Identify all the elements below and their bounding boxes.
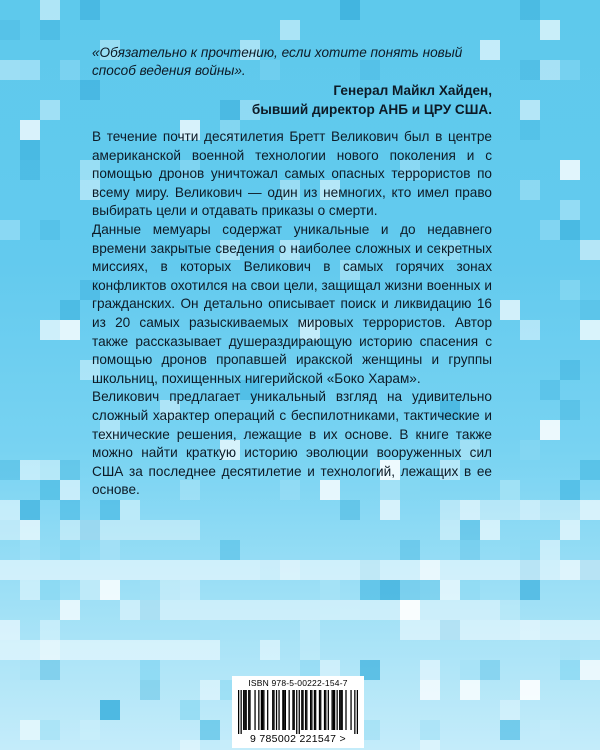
barcode-bar: [306, 690, 307, 730]
book-description: [92, 128, 492, 500]
barcode-bar: [246, 690, 247, 730]
barcode-bar: [262, 690, 263, 730]
pixel-block: [580, 240, 600, 260]
pixel-block: [540, 220, 560, 240]
description-paragraph-3: Великович предлагает уникальный взгляд на удивительно сложный характер операций с беспилотниками, тактические и технические решения, лежащие в их основе. В книге также можно найти краткую историю эволюции вооруженных сил США за последнее десятилетие и технологий, лежащих в ее основе.: [92, 389, 492, 498]
pixel-block: [40, 620, 60, 640]
pixel-block: [0, 220, 20, 240]
barcode-bar: [289, 690, 290, 730]
pixel-block: [560, 520, 580, 540]
pixel-block: [460, 580, 480, 600]
pixel-block: [40, 720, 60, 740]
barcode-bar: [324, 690, 325, 730]
pixel-block: [200, 720, 220, 740]
pixel-block: [20, 720, 40, 740]
pixel-block: [520, 60, 540, 80]
pixel-block: [180, 580, 200, 600]
pixel-block: [0, 500, 20, 520]
pixel-block: [60, 500, 80, 520]
pixel-block: [420, 740, 440, 750]
pixel-block: [180, 700, 200, 720]
pixel-block: [20, 140, 40, 160]
barcode-bar: [278, 690, 279, 730]
barcode-bar: [302, 690, 303, 730]
barcode-bar: [294, 690, 295, 730]
pixel-block: [460, 680, 480, 700]
barcode-bar: [315, 690, 316, 730]
barcode-icon: [238, 690, 358, 734]
barcode-digits: 9 785002 221547 >: [250, 733, 346, 745]
pixel-block: [280, 20, 300, 40]
pixel-block: [460, 540, 480, 560]
barcode-bar: [299, 690, 300, 734]
pixel-block: [580, 320, 600, 340]
pixel-block: [20, 160, 40, 180]
pixel-block: [100, 500, 120, 520]
pixel-band: [440, 500, 600, 520]
pixel-band: [400, 620, 600, 640]
barcode-bar: [305, 690, 306, 730]
barcode-bar: [248, 690, 249, 730]
pixel-block: [540, 720, 560, 740]
pixel-block: [40, 660, 60, 680]
pixel-block: [0, 20, 20, 40]
barcode-bar: [333, 690, 334, 730]
pixel-block: [420, 580, 440, 600]
pixel-block: [300, 640, 320, 660]
pixel-block: [580, 660, 600, 680]
pixel-block: [560, 160, 580, 180]
pixel-block: [180, 740, 200, 750]
barcode-bar: [243, 690, 244, 730]
pixel-block: [440, 580, 460, 600]
barcode-bar: [320, 690, 321, 730]
pixel-block: [60, 300, 80, 320]
pixel-block: [20, 500, 40, 520]
pixel-block: [20, 580, 40, 600]
blurb-quote: [92, 44, 492, 119]
pixel-block: [60, 600, 80, 620]
pixel-block: [520, 580, 540, 600]
barcode-bar: [325, 690, 326, 730]
pixel-block: [0, 460, 20, 480]
barcode-bar: [258, 690, 259, 730]
pixel-block: [0, 60, 20, 80]
pixel-block: [380, 500, 400, 520]
pixel-block: [200, 680, 220, 700]
quote-author-name: Генерал Майкл Хайден,: [333, 83, 492, 98]
barcode-bar: [282, 690, 283, 730]
pixel-block: [340, 500, 360, 520]
barcode-bar: [296, 690, 297, 734]
barcode-bar: [339, 690, 340, 730]
pixel-block: [520, 320, 540, 340]
barcode-bar: [354, 690, 355, 734]
pixel-block: [460, 520, 480, 540]
barcode-bar: [244, 690, 245, 730]
pixel-block: [80, 720, 100, 740]
pixel-block: [500, 700, 520, 720]
barcode-bar: [241, 690, 242, 734]
pixel-block: [540, 60, 560, 80]
pixel-block: [200, 620, 220, 640]
barcode-bar: [276, 690, 277, 730]
pixel-band: [60, 520, 200, 540]
pixel-block: [560, 480, 580, 500]
pixel-block: [560, 640, 580, 660]
pixel-block: [20, 120, 40, 140]
quote-author-title: бывший директор АНБ и ЦРУ США.: [251, 101, 492, 117]
pixel-block: [120, 500, 140, 520]
pixel-block: [540, 380, 560, 400]
barcode-bar: [328, 690, 329, 730]
pixel-block: [40, 100, 60, 120]
pixel-block: [100, 580, 120, 600]
pixel-block: [420, 720, 440, 740]
pixel-block: [400, 580, 420, 600]
barcode-bar: [331, 690, 332, 730]
pixel-block: [500, 480, 520, 500]
pixel-block: [540, 20, 560, 40]
pixel-block: [220, 540, 240, 560]
quote-text: «Обязательно к прочтению, если хотите понять новый способ ведения войны».: [92, 45, 463, 78]
pixel-block: [500, 600, 520, 620]
pixel-block: [560, 400, 580, 420]
pixel-band: [0, 560, 600, 580]
pixel-block: [520, 100, 540, 120]
pixel-block: [360, 580, 380, 600]
pixel-block: [560, 280, 580, 300]
pixel-block: [40, 220, 60, 240]
pixel-block: [140, 660, 160, 680]
pixel-block: [540, 540, 560, 560]
pixel-block: [460, 660, 480, 680]
barcode-bar: [263, 690, 264, 730]
pixel-block: [380, 580, 400, 600]
barcode-bar: [272, 690, 273, 730]
pixel-block: [40, 320, 60, 340]
barcode-bar: [337, 690, 338, 730]
pixel-block: [480, 660, 500, 680]
pixel-block: [520, 440, 540, 460]
pixel-block: [20, 520, 40, 540]
barcode-bar: [334, 690, 335, 730]
pixel-block: [320, 580, 340, 600]
pixel-block: [20, 540, 40, 560]
pixel-block: [40, 580, 60, 600]
isbn-barcode-panel: [232, 676, 364, 748]
description-paragraph-2: Данные мемуары содержат уникальные и до недавнего времени закрытые сведения о наиболее сложных и секретных миссиях, в которых Великович в самых горячих зонах конфликтов охотился на свои цели, защищал жизни военных и гражданских. Он детально описывает поиск и ликвидацию 16 из 20 самых разыскиваемых мировых террористов. Автор также рассказывает душераздирающую историю спасения с помощью дронов пропавшей иракской женщины и группы школьниц, похищенных нигерийской «Боко Харам».: [92, 221, 492, 386]
pixel-block: [40, 460, 60, 480]
pixel-block: [140, 680, 160, 700]
pixel-block: [60, 60, 80, 80]
description-paragraph-1: В течение почти десятилетия Бретт Великович был в центре американской военной технологии нового поколения и с помощью дронов уничтожал самых опасных террористов по всему миру. Великович — один из немногих, кто имел право выбирать цели и отдавать приказы о смерти.: [92, 129, 492, 219]
pixel-block: [60, 480, 80, 500]
barcode-bar: [301, 690, 302, 730]
pixel-block: [20, 60, 40, 80]
barcode-bar: [340, 690, 341, 730]
barcode-bar: [254, 690, 255, 730]
pixel-block: [100, 540, 120, 560]
pixel-block: [560, 660, 580, 680]
pixel-block: [520, 120, 540, 140]
pixel-block: [160, 580, 180, 600]
pixel-block: [440, 520, 460, 540]
pixel-block: [60, 320, 80, 340]
pixel-block: [20, 460, 40, 480]
pixel-block: [260, 640, 280, 660]
barcode-bar: [345, 690, 346, 730]
barcode-bar: [273, 690, 274, 730]
pixel-block: [520, 680, 540, 700]
pixel-block: [520, 0, 540, 20]
barcode-bar: [267, 690, 268, 730]
pixel-block: [480, 520, 500, 540]
pixel-block: [40, 20, 60, 40]
barcode-bar: [319, 690, 320, 730]
pixel-band: [0, 640, 220, 660]
pixel-block: [560, 220, 580, 240]
pixel-block: [500, 720, 520, 740]
isbn-label: ISBN 978-5-00222-154-7: [248, 678, 348, 688]
barcode-bar: [314, 690, 315, 730]
pixel-block: [300, 620, 320, 640]
pixel-block: [140, 580, 160, 600]
pixel-block: [580, 300, 600, 320]
pixel-block: [100, 700, 120, 720]
pixel-block: [40, 0, 60, 20]
pixel-block: [0, 620, 20, 640]
pixel-block: [420, 680, 440, 700]
pixel-block: [60, 460, 80, 480]
pixel-block: [560, 360, 580, 380]
pixel-band: [120, 600, 500, 620]
pixel-block: [540, 420, 560, 440]
pixel-block: [560, 200, 580, 220]
pixel-block: [420, 660, 440, 680]
pixel-block: [520, 540, 540, 560]
barcode-bar: [285, 690, 286, 730]
pixel-block: [80, 0, 100, 20]
barcode-bar: [283, 690, 284, 730]
pixel-block: [520, 180, 540, 200]
pixel-block: [40, 480, 60, 500]
barcode-bar: [238, 690, 239, 734]
barcode-bar: [342, 690, 343, 730]
pixel-block: [500, 300, 520, 320]
pixel-block: [80, 580, 100, 600]
barcode-bar: [311, 690, 312, 730]
barcode-bar: [292, 690, 293, 730]
pixel-block: [580, 460, 600, 480]
pixel-block: [560, 60, 580, 80]
pixel-block: [0, 520, 20, 540]
pixel-block: [60, 540, 80, 560]
barcode-bar: [310, 690, 311, 730]
pixel-block: [400, 540, 420, 560]
barcode-bar: [261, 690, 262, 730]
pixel-block: [20, 660, 40, 680]
barcode-bar: [350, 690, 351, 730]
quote-author: [92, 82, 492, 119]
barcode-bar: [249, 690, 250, 730]
barcode-bar: [357, 690, 358, 734]
pixel-block: [340, 0, 360, 20]
